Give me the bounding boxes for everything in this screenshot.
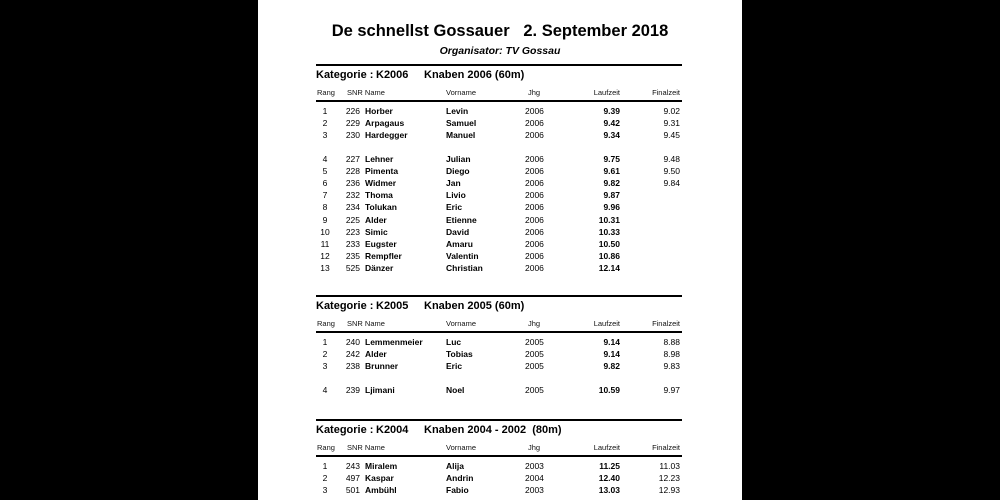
cell-finalzeit: 12.23 (658, 473, 680, 484)
cell-vorname: Samuel (446, 118, 477, 129)
cell-snr: 501 (345, 485, 360, 496)
cell-jhg: 2006 (525, 190, 544, 201)
cell-laufzeit: 9.96 (603, 202, 620, 213)
cell-laufzeit: 13.03 (598, 485, 620, 496)
cell-jhg: 2006 (525, 153, 544, 164)
document-title: De schnellst Gossauer 2. September 2018 (331, 22, 669, 40)
cell-rang: 4 (322, 384, 328, 395)
table-row (316, 214, 682, 226)
col-header-rang: Rang (317, 88, 335, 97)
cell-name: Ljimani (365, 384, 395, 395)
cell-laufzeit: 10.33 (598, 226, 620, 237)
table-row (316, 177, 682, 189)
cell-finalzeit: 9.84 (663, 177, 680, 188)
cell-name: Brunner (365, 361, 399, 372)
cell-vorname: Diego (446, 165, 470, 176)
cell-jhg: 2006 (525, 214, 544, 225)
col-header-laufzeit: Laufzeit (593, 88, 620, 97)
cell-finalzeit: 12.93 (658, 485, 680, 496)
cell-vorname: Andrin (446, 473, 474, 484)
cell-snr: 243 (345, 461, 360, 471)
table-row (316, 336, 682, 348)
cell-laufzeit: 11.25 (599, 461, 620, 471)
cell-snr: 227 (345, 153, 360, 164)
table-row (316, 153, 682, 165)
category-label: Kategorie : (316, 300, 374, 312)
cell-name: Lehner (365, 153, 394, 164)
cell-finalzeit: 9.02 (663, 106, 680, 116)
category-heading (316, 297, 682, 315)
cell-vorname: Julian (446, 153, 471, 164)
cell-rang: 2 (322, 349, 328, 360)
cell-rang: 1 (322, 106, 328, 116)
category-section-k2005 (316, 295, 682, 396)
cell-rang: 2 (322, 118, 328, 129)
cell-jhg: 2006 (525, 263, 544, 274)
cell-name: Horber (365, 106, 393, 116)
table-header (316, 315, 682, 331)
cell-rang: 3 (322, 361, 328, 372)
cell-vorname: David (446, 226, 470, 237)
cell-snr: 236 (345, 177, 360, 188)
category-code: K2006 (376, 69, 409, 81)
cell-name: Hardegger (365, 130, 408, 141)
cell-name: Alder (365, 349, 387, 360)
cell-vorname: Manuel (446, 130, 476, 141)
cell-name: Simic (365, 226, 388, 237)
cell-snr: 242 (345, 349, 360, 360)
col-header-finalzeit: Finalzeit (652, 443, 680, 452)
cell-finalzeit: 9.48 (663, 153, 680, 164)
cell-rang: 2 (322, 473, 328, 484)
cell-snr: 525 (345, 263, 360, 274)
cell-snr: 234 (345, 202, 360, 213)
cell-rang: 1 (322, 337, 328, 347)
table-row (316, 105, 682, 117)
cell-laufzeit: 9.61 (603, 165, 620, 176)
category-code: K2004 (376, 424, 409, 436)
cell-rang: 1 (322, 461, 328, 471)
cell-name: Arpagaus (365, 118, 405, 129)
category-code: K2005 (376, 300, 409, 312)
category-name: Knaben 2006 (60m) (424, 69, 525, 81)
cell-vorname: Valentin (446, 251, 479, 262)
results-table (316, 102, 682, 274)
col-header-vorname: Vorname (446, 443, 477, 452)
cell-finalzeit: 9.83 (663, 361, 680, 372)
table-row (316, 250, 682, 262)
col-header-snr-name: SNR Name (347, 88, 385, 97)
cell-snr: 225 (345, 214, 360, 225)
cell-rang: 6 (322, 177, 328, 188)
table-row (316, 189, 682, 201)
cell-snr: 238 (345, 361, 360, 372)
table-row (316, 226, 682, 238)
table-row (316, 262, 682, 274)
table-row (316, 165, 682, 177)
cell-rang: 12 (320, 251, 330, 262)
col-header-snr-name: SNR Name (347, 319, 385, 328)
cell-name: Dänzer (365, 263, 394, 274)
table-row (316, 384, 682, 396)
cell-vorname: Livio (446, 190, 466, 201)
col-header-jhg: Jhg (528, 88, 541, 97)
col-header-finalzeit: Finalzeit (652, 88, 680, 97)
cell-snr: 233 (345, 238, 360, 249)
category-label: Kategorie : (316, 424, 374, 436)
cell-vorname: Jan (446, 177, 461, 188)
cell-laufzeit: 9.34 (603, 130, 620, 141)
cell-name: Rempfler (365, 251, 402, 262)
table-row (316, 129, 682, 141)
cell-snr: 228 (345, 165, 360, 176)
cell-jhg: 2003 (525, 461, 544, 471)
cell-vorname: Etienne (446, 214, 477, 225)
cell-jhg: 2004 (525, 473, 544, 484)
cell-laufzeit: 12.14 (598, 263, 620, 274)
cell-snr: 230 (345, 130, 360, 141)
table-row (316, 472, 682, 484)
cell-vorname: Luc (446, 337, 462, 347)
cell-name: Tolukan (365, 202, 397, 213)
cell-jhg: 2005 (525, 384, 544, 395)
col-header-rang: Rang (317, 443, 335, 452)
cell-jhg: 2006 (525, 251, 544, 262)
cell-laufzeit: 10.50 (598, 238, 620, 249)
cell-vorname: Amaru (446, 238, 473, 249)
cell-jhg: 2005 (525, 349, 544, 360)
table-row (316, 117, 682, 129)
col-header-laufzeit: Laufzeit (593, 443, 620, 452)
cell-vorname: Eric (446, 361, 463, 372)
cell-finalzeit: 11.03 (659, 461, 680, 471)
cell-jhg: 2006 (525, 177, 544, 188)
col-header-snr-name: SNR Name (347, 443, 385, 452)
category-heading (316, 421, 682, 439)
cell-vorname: Fabio (446, 485, 469, 496)
cell-rang: 9 (322, 214, 328, 225)
cell-snr: 226 (345, 106, 360, 116)
cell-finalzeit: 9.31 (663, 118, 680, 129)
cell-laufzeit: 9.87 (603, 190, 620, 201)
cell-snr: 223 (345, 226, 360, 237)
cell-rang: 3 (322, 485, 328, 496)
cell-snr: 240 (345, 337, 360, 347)
cell-jhg: 2006 (525, 226, 544, 237)
cell-jhg: 2006 (525, 118, 544, 129)
cell-snr: 497 (345, 473, 360, 484)
cell-laufzeit: 12.40 (598, 473, 620, 484)
cell-name: Widmer (365, 177, 397, 188)
cell-rang: 8 (322, 202, 328, 213)
col-header-vorname: Vorname (446, 319, 477, 328)
cell-vorname: Alija (446, 461, 464, 471)
cell-name: Miralem (365, 461, 398, 471)
cell-jhg: 2006 (525, 165, 544, 176)
cell-laufzeit: 9.82 (603, 361, 620, 372)
cell-vorname: Levin (446, 106, 469, 116)
cell-finalzeit: 8.88 (663, 337, 680, 347)
cell-laufzeit: 9.14 (603, 349, 620, 360)
cell-snr: 232 (345, 190, 360, 201)
cell-finalzeit: 9.97 (663, 384, 680, 395)
table-row (316, 238, 682, 250)
document-subtitle: Organisator: TV Gossau (439, 45, 561, 57)
table-row (316, 460, 682, 472)
cell-vorname: Christian (446, 263, 483, 274)
table-row (316, 484, 682, 496)
cell-name: Alder (365, 214, 387, 225)
cell-name: Thoma (365, 190, 393, 201)
category-label: Kategorie : (316, 69, 374, 81)
cell-jhg: 2006 (525, 238, 544, 249)
col-header-jhg: Jhg (528, 443, 541, 452)
cell-vorname: Noel (446, 384, 465, 395)
cell-jhg: 2005 (525, 337, 544, 347)
cell-jhg: 2006 (525, 202, 544, 213)
cell-finalzeit: 9.45 (663, 130, 680, 141)
cell-jhg: 2005 (525, 361, 544, 372)
cell-laufzeit: 10.86 (598, 251, 620, 262)
cell-rang: 7 (322, 190, 328, 201)
cell-name: Kaspar (365, 473, 394, 484)
cell-snr: 235 (345, 251, 360, 262)
table-row (316, 201, 682, 213)
table-header (316, 84, 682, 100)
col-header-laufzeit: Laufzeit (593, 319, 620, 328)
cell-finalzeit: 8.98 (663, 349, 680, 360)
category-section-k2006 (316, 64, 682, 274)
cell-laufzeit: 9.42 (603, 118, 620, 129)
results-table (316, 457, 682, 497)
cell-rang: 13 (320, 263, 330, 274)
col-header-rang: Rang (317, 319, 335, 328)
table-row (316, 348, 682, 360)
cell-rang: 4 (322, 153, 328, 164)
results-table (316, 333, 682, 396)
cell-name: Eugster (365, 238, 397, 249)
col-header-vorname: Vorname (446, 88, 477, 97)
table-row (316, 360, 682, 372)
category-section-k2004 (316, 419, 682, 497)
cell-rang: 5 (322, 165, 328, 176)
cell-finalzeit: 9.50 (663, 165, 680, 176)
final-group-spacer (316, 142, 682, 153)
category-name: Knaben 2004 - 2002 (80m) (424, 424, 562, 436)
cell-snr: 229 (345, 118, 360, 129)
col-header-finalzeit: Finalzeit (652, 319, 680, 328)
col-header-jhg: Jhg (528, 319, 541, 328)
cell-jhg: 2003 (525, 485, 544, 496)
cell-rang: 11 (320, 238, 330, 249)
cell-vorname: Tobias (446, 349, 473, 360)
cell-rang: 10 (320, 226, 330, 237)
cell-name: Ambühl (365, 485, 397, 496)
cell-laufzeit: 9.75 (603, 153, 620, 164)
cell-laufzeit: 9.39 (603, 106, 620, 116)
category-name: Knaben 2005 (60m) (424, 300, 525, 312)
cell-laufzeit: 9.82 (603, 177, 620, 188)
document-page (258, 0, 742, 500)
table-header (316, 439, 682, 455)
cell-jhg: 2006 (525, 130, 544, 141)
cell-name: Pimenta (365, 165, 399, 176)
cell-rang: 3 (322, 130, 328, 141)
cell-laufzeit: 10.59 (598, 384, 620, 395)
cell-vorname: Eric (446, 202, 463, 213)
final-group-spacer (316, 373, 682, 384)
category-heading (316, 66, 682, 84)
cell-snr: 239 (345, 384, 360, 395)
cell-jhg: 2006 (525, 106, 544, 116)
cell-name: Lemmenmeier (365, 337, 423, 347)
cell-laufzeit: 9.14 (603, 337, 620, 347)
cell-laufzeit: 10.31 (598, 214, 620, 225)
